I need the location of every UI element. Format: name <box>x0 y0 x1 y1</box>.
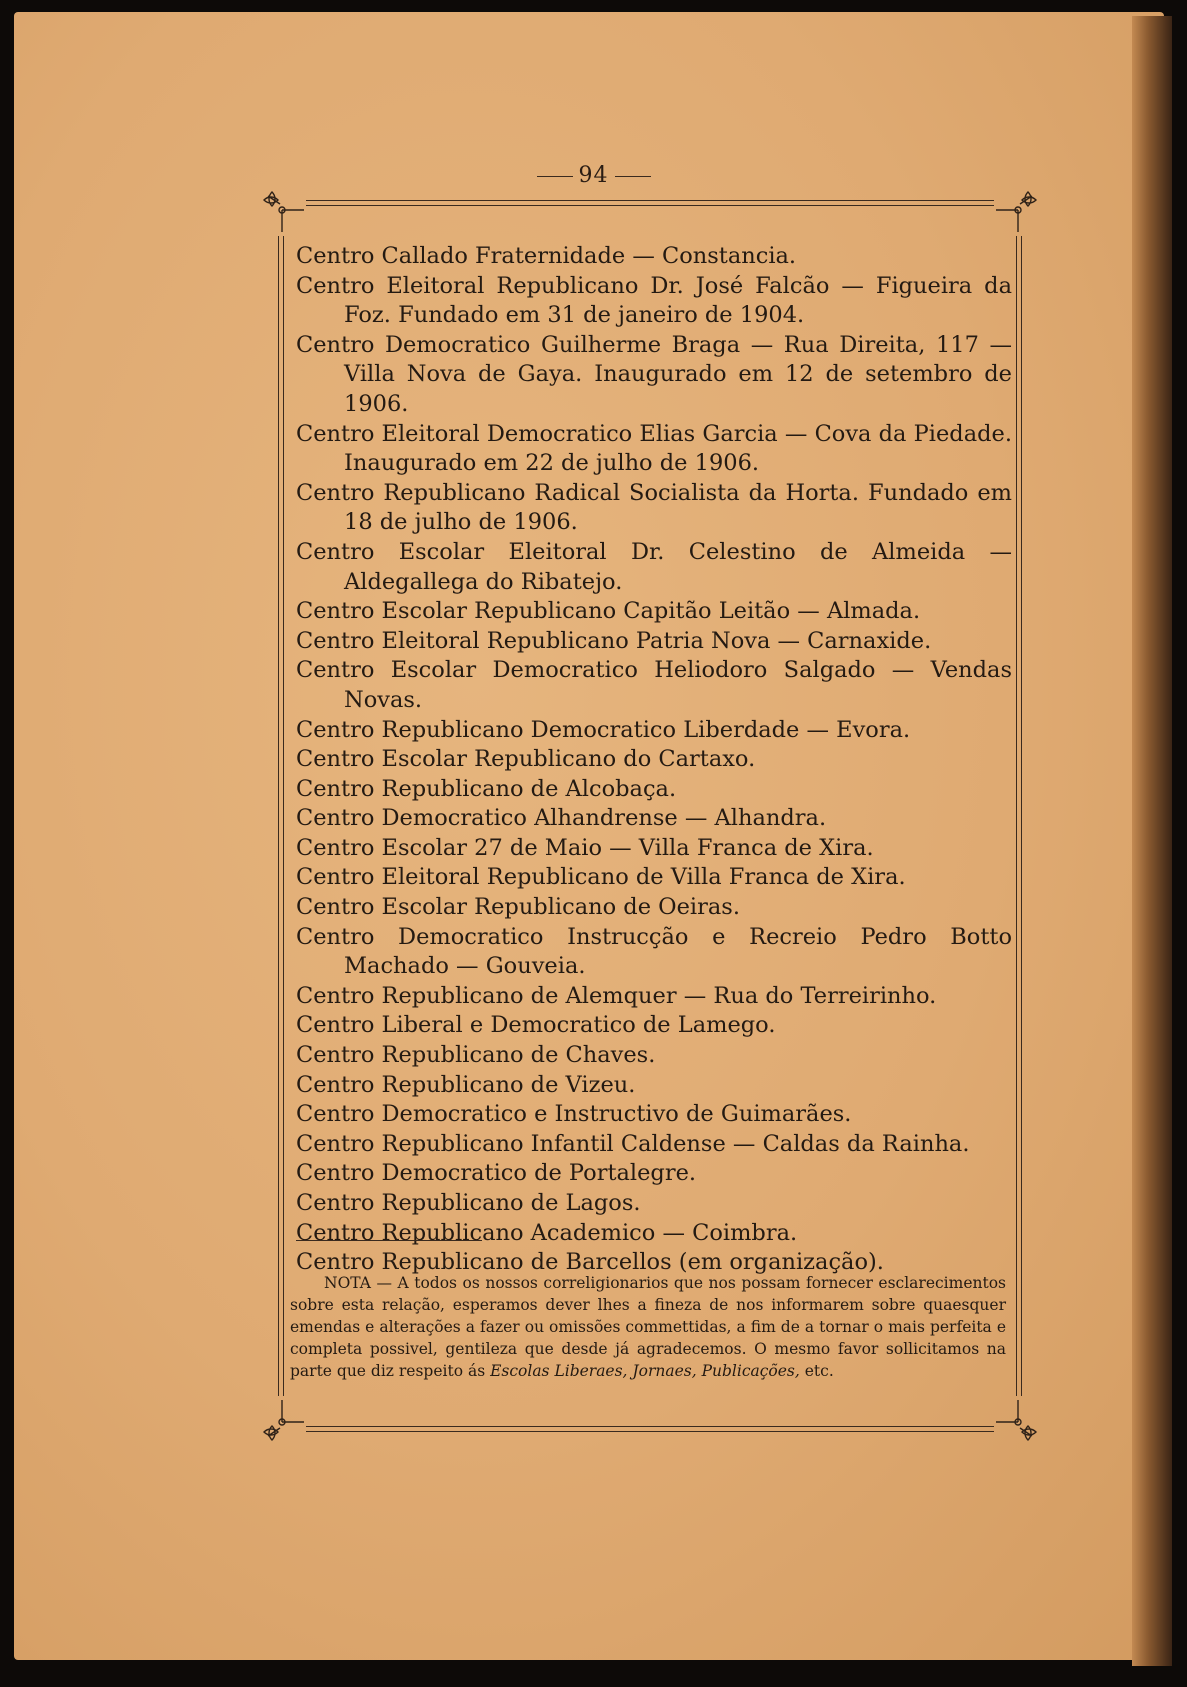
footnote-tail: etc. <box>799 1361 834 1380</box>
list-item: Centro Republicano Infantil Caldense — Caldas da Rainha. <box>296 1130 970 1157</box>
frame-top-rule <box>306 200 994 206</box>
list-item: Centro Republicano de Lagos. <box>296 1190 641 1216</box>
right-dash <box>615 176 651 177</box>
list-item: Centro Callado Fraternidade — Constancia. <box>296 243 797 269</box>
list-item: Centro Republicano de Vizeu. <box>296 1071 636 1098</box>
list-item: Centro Escolar Democratico Heliodoro Salgado — Vendas Novas. <box>296 657 1012 713</box>
centro-list <box>296 242 1012 1278</box>
list-item: Centro Escolar Republicano do Cartaxo. <box>296 746 756 773</box>
list-item: Centro Democratico Guilherme Braga — Rua Direita, 117 — Villa Nova de Gaya. Inaugurado em 12 de setembro de 1906. <box>296 331 1012 417</box>
list-item: Centro Eleitoral Republicano Patria Nova — Carnaxide. <box>296 627 932 654</box>
list-item: Centro Democratico Instrucção e Recreio Pedro Botto Machado — Gouveia. <box>296 923 1012 980</box>
corner-ornament-icon <box>994 1398 1042 1446</box>
corner-ornament-icon <box>994 186 1042 234</box>
footnote-rule <box>296 1240 482 1241</box>
corner-ornament-icon <box>258 186 306 234</box>
list-item: Centro Escolar 27 de Maio — Villa Franca de Xira. <box>296 834 874 861</box>
corner-ornament-icon <box>258 1398 306 1446</box>
list-item: Centro Liberal e Democratico de Lamego. <box>296 1012 776 1039</box>
page-number <box>0 163 1187 188</box>
frame-left-rule <box>278 236 284 1396</box>
list-item: Centro Eleitoral Republicano de Villa Franca de Xira. <box>296 864 906 891</box>
list-item: Centro Republicano Academico — Coimbra. <box>296 1219 798 1246</box>
list-item: Centro Republicano Radical Socialista da Horta. Fundado em 18 de julho de 1906. <box>296 479 1012 536</box>
list-item: Centro Republicano de Alcobaça. <box>296 775 677 802</box>
list-item: Centro Republicano de Barcellos (em organização). <box>296 1249 884 1276</box>
page-number-text: 94 <box>578 163 609 188</box>
list-item: Centro Escolar Republicano de Oeiras. <box>296 894 741 921</box>
list-item: Centro Eleitoral Democratico Elias Garcia — Cova da Piedade. Inaugurado em 22 de julho de 1906. <box>296 420 1012 477</box>
footnote-text: NOTA — A todos os nossos correligionarios que nos possam fornecer esclarecimentos sobre esta relação, esperamos dever lhes a fineza de nos informarem sobre quaesquer emendas e alterações a fazer ou omissões commettidas, a fim de a tornar o mais perfeita e completa possivel, gentileza que desde já agradecemos. O mesmo favor sollicitamos na parte que diz respeito ás <box>290 1273 1006 1380</box>
frame-right-rule <box>1016 236 1022 1396</box>
list-item: Centro Republicano de Chaves. <box>296 1042 656 1069</box>
list-item: Centro Democratico e Instructivo de Guimarães. <box>296 1101 852 1128</box>
list-item: Centro Democratico de Portalegre. <box>296 1160 697 1187</box>
list-item: Centro Escolar Republicano Capitão Leitão — Almada. <box>296 598 921 625</box>
list-item: Centro Eleitoral Republicano Dr. José Falcão — Figueira da Foz. Fundado em 31 de janeiro de 1904. <box>296 272 1012 329</box>
book-gutter <box>1132 16 1172 1666</box>
footnote-italic: Escolas Liberaes, Jornaes, Publicações, <box>490 1361 800 1380</box>
list-item: Centro Republicano de Alemquer — Rua do Terreirinho. <box>296 982 937 1009</box>
list-item: Centro Democratico Alhandrense — Alhandra. <box>296 805 827 832</box>
footnote <box>290 1272 1006 1382</box>
left-dash <box>537 176 573 177</box>
list-item: Centro Republicano Democratico Liberdade — Evora. <box>296 716 911 743</box>
frame-bottom-rule <box>306 1426 994 1432</box>
list-item: Centro Escolar Eleitoral Dr. Celestino de Almeida — Aldegallega do Ribatejo. <box>296 538 1012 595</box>
